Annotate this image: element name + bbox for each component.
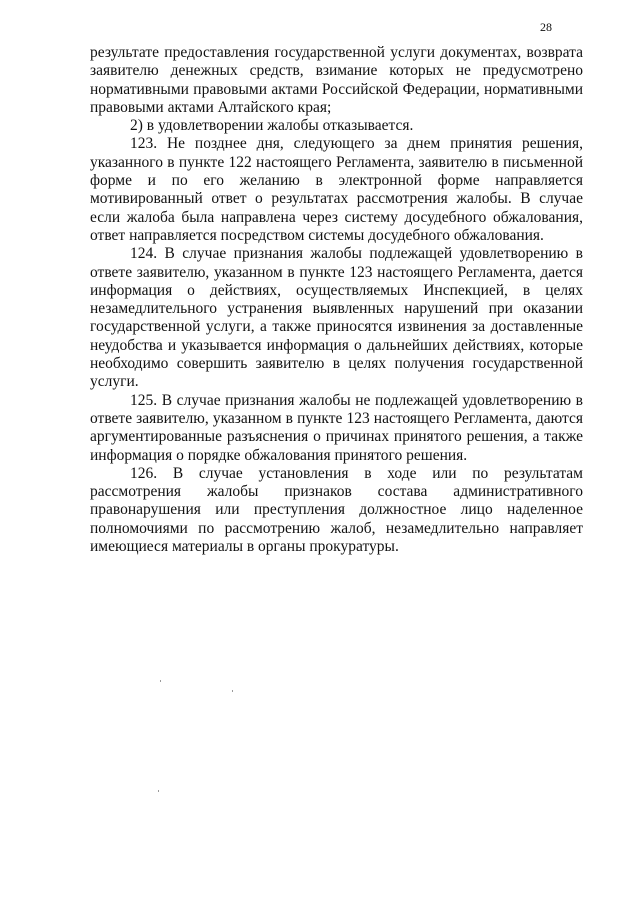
page-number: 28 bbox=[540, 20, 552, 34]
paragraph-124: 124. В случае признания жалобы подлежащей удовлетворению в ответе заявителю, указанном в пункте 123 настоящего Регламента, дается информация о действиях, осуществляемых Инспекцией, в целях незамедлительного устранения выявленных нарушений при оказании государственной услуги, а также приносятся извинения за доставленные неудобства и указывается информация о дальнейших действиях, которые необходимо совершить заявителю в целях получения государственной услуги. bbox=[90, 245, 583, 391]
document-body bbox=[90, 44, 583, 556]
paragraph-continuation: результате предоставления государственной услуги документах, возврата заявителю денежных средств, взимание которых не предусмотрено нормативными правовыми актами Российской Федерации, нормативными правовыми актами Алтайского края; bbox=[90, 44, 583, 116]
scan-speck bbox=[160, 680, 161, 682]
scan-speck bbox=[158, 790, 159, 792]
paragraph-123: 123. Не позднее дня, следующего за днем принятия решения, указанного в пункте 122 настоящего Регламента, заявителю в письменной форме и по его желанию в электронной форме направляется мотивированный ответ о результатах рассмотрения жалобы. В случае если жалоба была направлена через систему досудебного обжалования, ответ направляется посредством системы досудебного обжалования. bbox=[90, 135, 583, 244]
paragraph-item-2: 2) в удовлетворении жалобы отказывается. bbox=[130, 117, 414, 135]
paragraph-126: 126. В случае установления в ходе или по результатам рассмотрения жалобы признаков состава административного правонарушения или преступления должностное лицо наделенное полномочиями по рассмотрению жалоб, незамедлительно направляет имеющиеся материалы в органы прокуратуры. bbox=[90, 464, 583, 556]
scan-speck bbox=[232, 690, 233, 692]
paragraph-125: 125. В случае признания жалобы не подлежащей удовлетворению в ответе заявителю, указанном в пункте 123 настоящего Регламента, даются аргументированные разъяснения о причинах принятого решения, а также информация о порядке обжалования принятого решения. bbox=[90, 391, 583, 464]
